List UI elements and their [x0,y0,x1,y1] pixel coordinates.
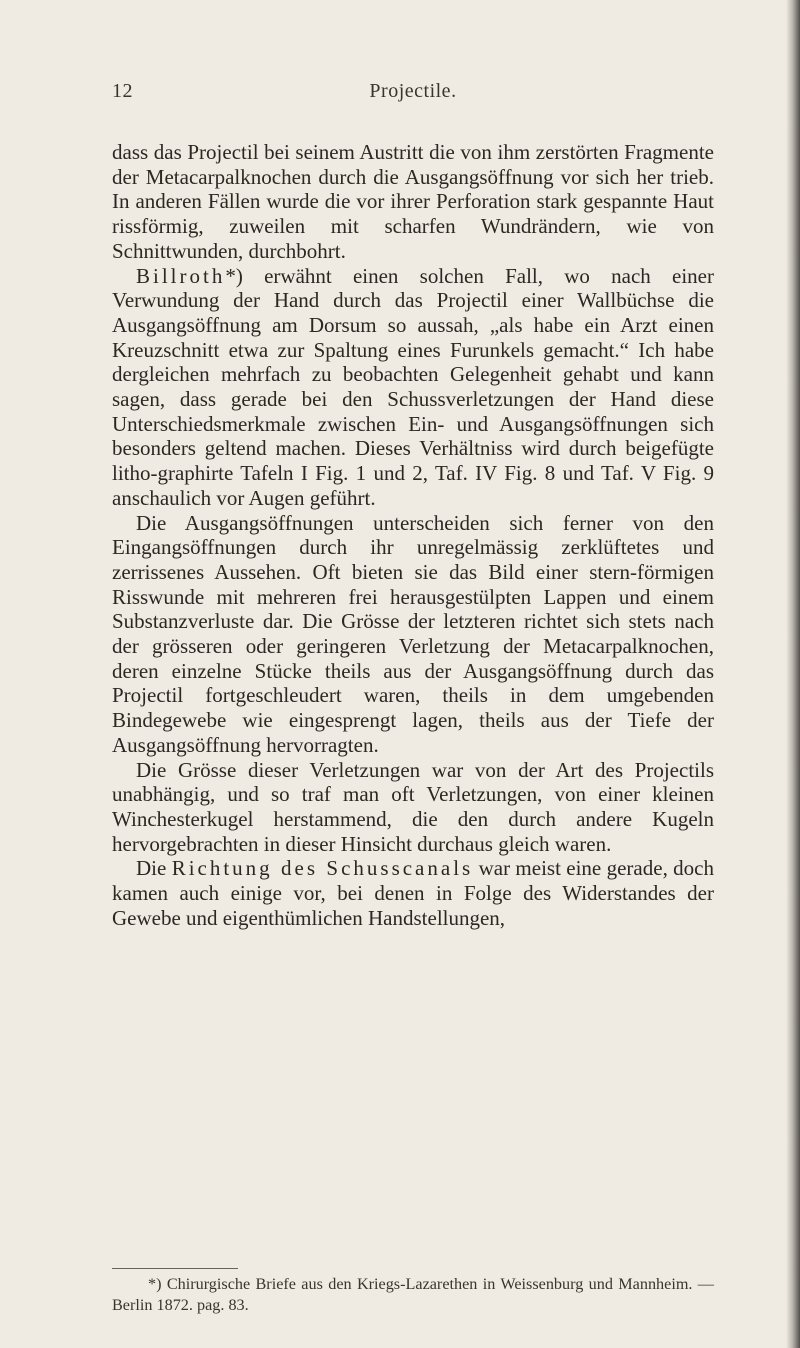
page-header [112,80,714,116]
paragraph-2 [112,264,714,511]
paragraph-1-text: dass das Projectil bei seinem Austritt die von ihm zerstörten Fragmente der Metacarpalknochen durch die Ausgangsöffnung vor sich her trieb. In anderen Fällen wurde die vor ihrer Perforation stark gespannte Haut rissförmig, zuweilen mit scharfen Wundrändern, wie von Schnittwunden, durchbohrt. [112,140,714,263]
paragraph-4 [112,758,714,857]
footnote-text: Chirurgische Briefe aus den Kriegs-Lazarethen in Weissenburg und Mannheim. — Berlin 1872. pag. 83. [112,1275,714,1314]
paragraph-5 [112,856,714,930]
paragraph-4-text: Die Grösse dieser Verletzungen war von der Art des Projectils unabhängig, und so traf man oft Verletzungen, von einer kleinen Winchesterkugel herstammend, die den durch andere Kugeln hervorgebrachten in dieser Hinsicht durchaus gleich waren. [112,757,714,856]
paragraph-1 [112,140,714,264]
footnote-mark: *) [148,1275,162,1293]
paragraph-5-lead: Die [136,856,172,881]
paragraph-2-text: erwähnt einen solchen Fall, wo nach einer Verwundung der Hand durch das Projectil einer Wallbüchse die Ausgangsöffnung am Dorsum so aussah, „als habe ein Arzt einen Kreuzschnitt etwa zur Spaltung eines Furunkels gemacht.“ Ich habe dergleichen mehrfach zu beobachten Gelegenheit gehabt und kann sagen, dass gerade bei den Schussverletzungen der Hand diese Unterschiedsmerkmale zwischen Ein- und Ausgangsöffnungen sich besonders geltend machen. Dieses Verhältniss wird durch beigefügte litho-graphirte Tafeln I Fig. 1 und 2, Taf. IV Fig. 8 und Taf. V Fig. 9 anschaulich vor Augen geführt. [112,263,714,510]
footnote [112,1274,714,1316]
footnote-reference: *) [225,263,243,288]
paragraph-3-text: Die Ausgangsöffnungen unterscheiden sich ferner von den Eingangsöffnungen durch ihr unregelmässig zerklüftetes und zerrissenes Aussehen. Oft bieten sie das Bild einer stern-förmigen Risswunde mit mehreren frei herausgestülpten Lappen und einem Substanzverluste dar. Die Grösse der letzteren richtet sich stets nach der grösseren oder geringeren Verletzung der Metacarpalknochen, deren einzelne Stücke theils aus der Ausgangsöffnung durch das Projectil fortgeschleudert waren, theils in dem umgebenden Bindegewebe wie eingesprengt lagen, theils aus der Tiefe der Ausgangsöffnung hervorragten. [112,510,714,757]
body-text [112,140,714,931]
author-name-billroth: Billroth [136,263,226,288]
running-title: Projectile. [369,80,457,102]
page-edge-shadow [786,0,800,1348]
paragraph-5-text: war meist eine gerade, doch kamen auch einige vor, bei denen in Folge des Widerstandes der Gewebe und eigenthümlichen Handstellungen, [112,856,714,930]
footnote-divider [112,1268,238,1269]
paragraph-3 [112,511,714,758]
emphasized-term: Richtung des Schusscanals [171,856,474,881]
page-number: 12 [112,80,133,102]
